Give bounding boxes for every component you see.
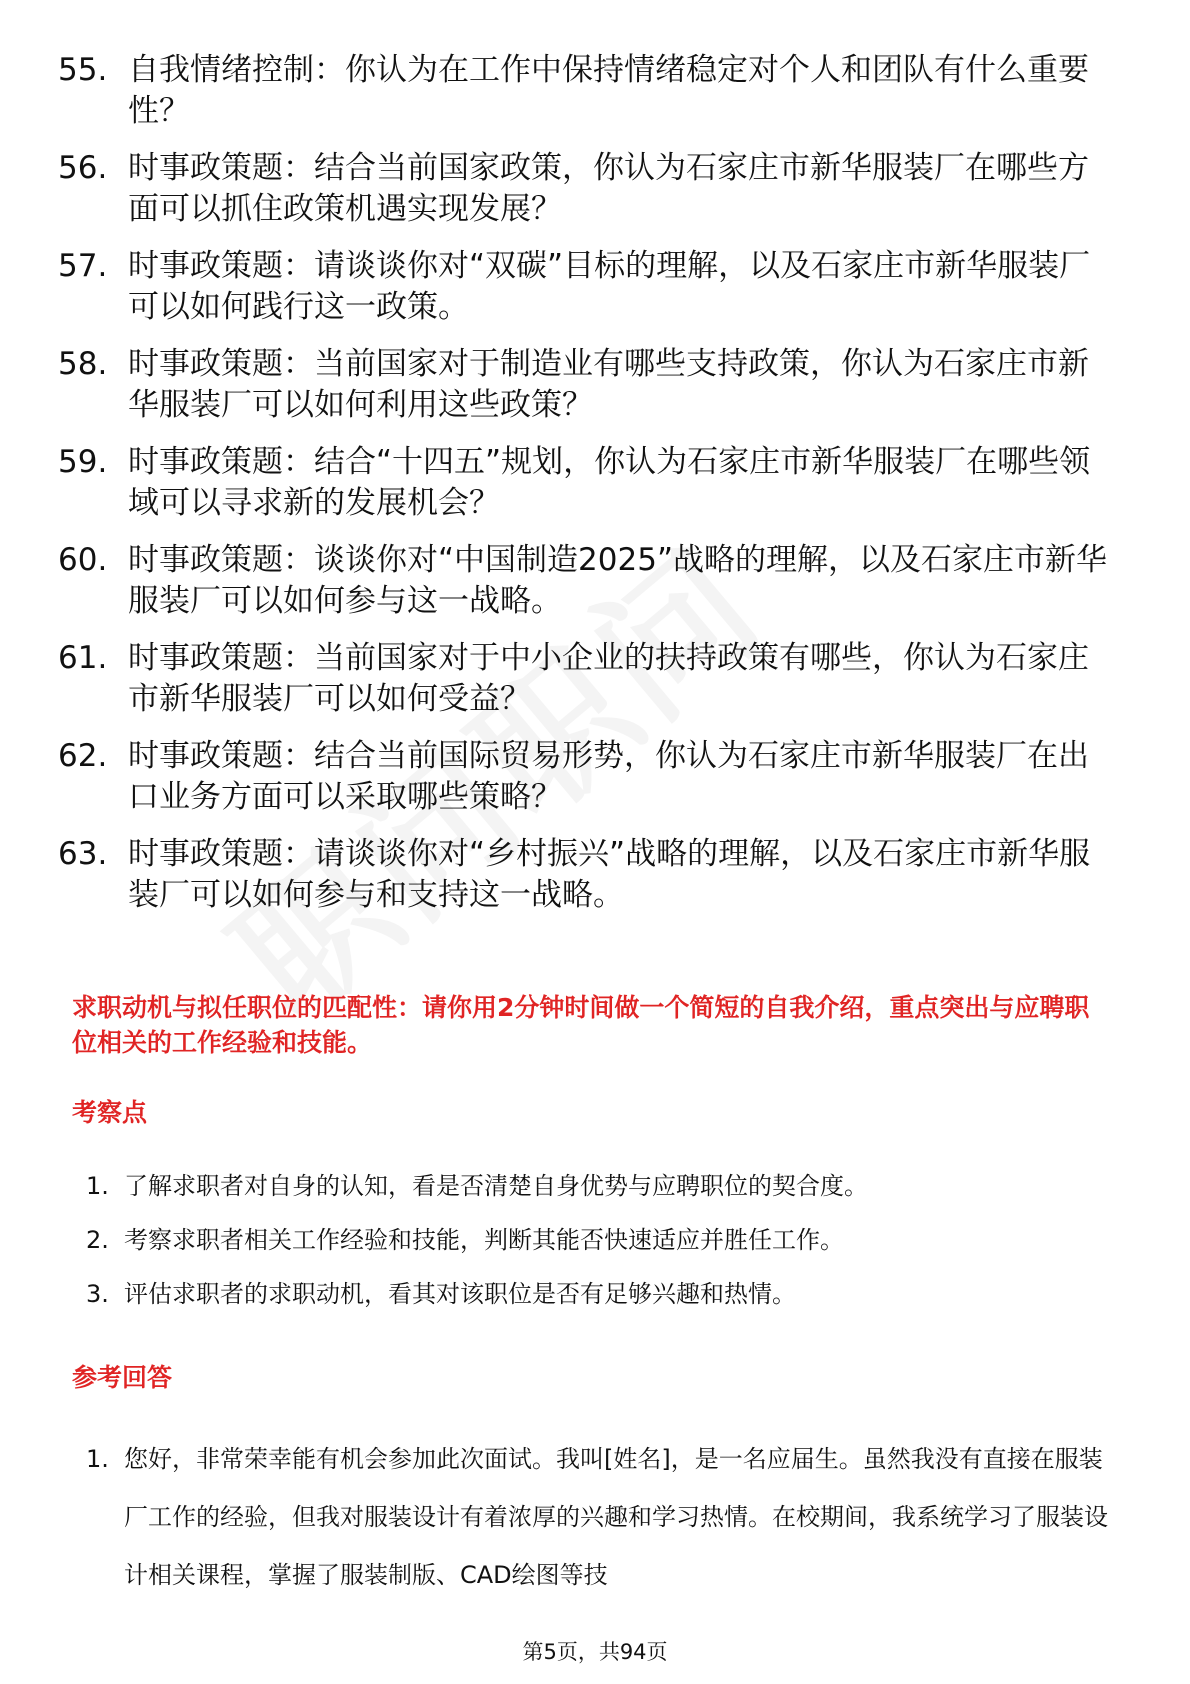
reference-list: [86, 1430, 1116, 1604]
question-item: [58, 246, 1118, 328]
question-text: 时事政策题：谈谈你对“中国制造2025”战略的理解，以及石家庄市新华服装厂可以如何参与这一战略。: [128, 542, 1108, 619]
examine-text: 考察求职者相关工作经验和技能，判断其能否快速适应并胜任工作。: [124, 1226, 844, 1254]
examine-number: 3.: [86, 1280, 109, 1308]
examine-text: 评估求职者的求职动机，看其对该职位是否有足够兴趣和热情。: [124, 1280, 796, 1308]
question-text: 时事政策题：结合当前国际贸易形势，你认为石家庄市新华服装厂在出口业务方面可以采取哪些策略？: [128, 738, 1089, 815]
question-text: 时事政策题：结合当前国家政策，你认为石家庄市新华服装厂在哪些方面可以抓住政策机遇实现发展？: [128, 150, 1089, 227]
question-number: 60.: [58, 542, 108, 578]
reference-text: 您好，非常荣幸能有机会参加此次面试。我叫[姓名]，是一名应届生。虽然我没有直接在服装厂工作的经验，但我对服装设计有着浓厚的兴趣和学习热情。在校期间，我系统学习了服装设计相关课程，掌握了服装制版、CAD绘图等技: [124, 1445, 1108, 1589]
examine-item: [86, 1224, 1116, 1256]
question-number: 63.: [58, 836, 108, 872]
question-text: 时事政策题：请谈谈你对“双碳”目标的理解，以及石家庄市新华服装厂可以如何践行这一政策。: [128, 248, 1091, 325]
page-footer: 第5页，共94页: [522, 1640, 668, 1664]
question-number: 59.: [58, 444, 108, 480]
question-item: [58, 834, 1118, 916]
question-item: [58, 540, 1118, 622]
question-item: [58, 148, 1118, 230]
examine-text: 了解求职者对自身的认知，看是否清楚自身优势与应聘职位的契合度。: [124, 1172, 868, 1200]
question-text: 时事政策题：请谈谈你对“乡村振兴”战略的理解，以及石家庄市新华服装厂可以如何参与和支持这一战略。: [128, 836, 1091, 913]
question-number: 62.: [58, 738, 108, 774]
question-text: 时事政策题：结合“十四五”规划，你认为石家庄市新华服装厂在哪些领域可以寻求新的发展机会？: [128, 444, 1091, 521]
question-number: 56.: [58, 150, 108, 186]
reference-number: 1.: [86, 1445, 109, 1473]
question-number: 61.: [58, 640, 108, 676]
reference-item: [86, 1430, 1116, 1604]
question-item: [58, 50, 1118, 132]
question-item: [58, 638, 1118, 720]
question-text: 时事政策题：当前国家对于制造业有哪些支持政策，你认为石家庄市新华服装厂可以如何利用这些政策？: [128, 346, 1089, 423]
examine-list: [86, 1170, 1116, 1310]
reference-heading: 参考回答: [72, 1363, 173, 1392]
examine-item: [86, 1170, 1116, 1202]
question-number: 58.: [58, 346, 108, 382]
question-number: 55.: [58, 52, 108, 88]
examine-item: [86, 1278, 1116, 1310]
question-item: [58, 344, 1118, 426]
question-text: 自我情绪控制：你认为在工作中保持情绪稳定对个人和团队有什么重要性？: [128, 52, 1089, 129]
question-list: [58, 50, 1118, 932]
question-item: [58, 442, 1118, 524]
examine-number: 2.: [86, 1226, 109, 1254]
examine-number: 1.: [86, 1172, 109, 1200]
question-number: 57.: [58, 248, 108, 284]
examine-heading: 考察点: [72, 1098, 148, 1127]
motive-question: 求职动机与拟任职位的匹配性：请你用2分钟时间做一个简短的自我介绍，重点突出与应聘职位相关的工作经验和技能。: [72, 993, 1090, 1057]
question-text: 时事政策题：当前国家对于中小企业的扶持政策有哪些，你认为石家庄市新华服装厂可以如何受益？: [128, 640, 1089, 717]
question-item: [58, 736, 1118, 818]
